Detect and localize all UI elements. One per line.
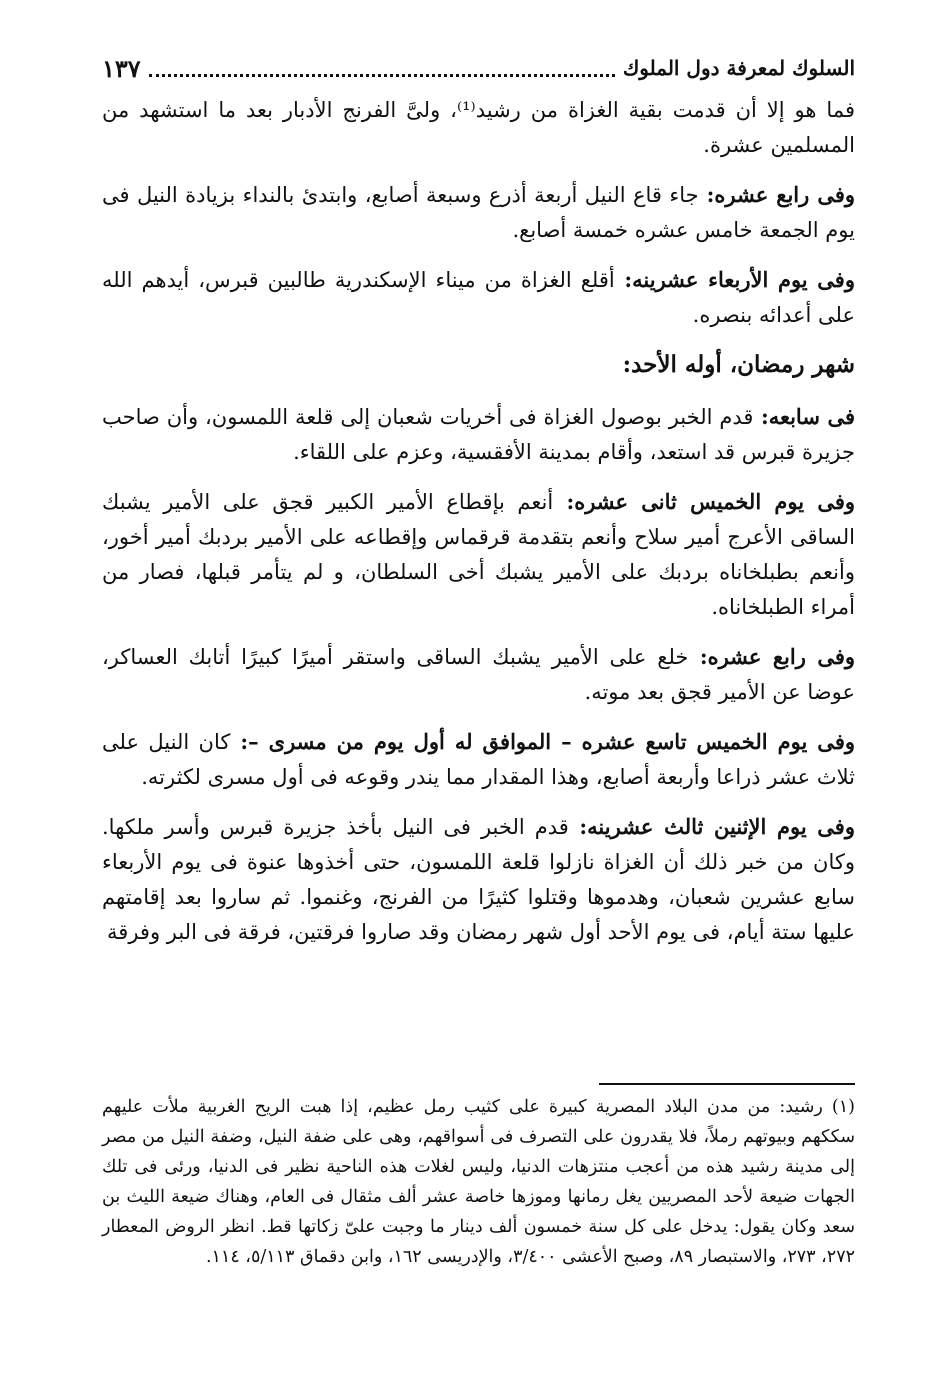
paragraph-lead: وفى يوم الإثنين ثالث عشرينه: bbox=[568, 814, 855, 839]
paragraph-lead: وفى يوم الخميس ثانى عشره: bbox=[553, 489, 856, 514]
page-header bbox=[102, 48, 855, 88]
section-heading: شهر رمضان، أوله الأحد: bbox=[622, 351, 855, 378]
paragraph bbox=[102, 809, 855, 950]
main-text bbox=[102, 92, 855, 964]
paragraph bbox=[102, 724, 855, 795]
footnote: (١) رشيد: من مدن البلاد المصرية كبيرة على كثيب رمل عظيم، إذا هبت الريح الغربية ملأت عليهم سككهم وبيوتهم رملاً، فلا يقدرون على التصرف فى أسواقهم، وهى على ضفة النيل، وضفة النيل من مصر إلى مدينة رشيد هذه من أعجب منتزهات الدنيا، وليس لغلات هذه الناحية نظير فى الدنيا، ورئى فى تلك الجهات ضيعة لأحد المصريين يغل رمانها وموزها خاصة عشر ألف مثقال فى العام، وهناك ضيعة الليث بن سعد وكان يقول: يدخل على كل سنة خمسون ألف دينار ما وجبت علىّ زكاتها قط. انظر الروض المعطار ٢٧٢، ٢٧٣، والاستبصار ٨٩، وصبح الأعشى ٣/٤٠٠، والإدريسى ١٦٢، وابن دقماق ٥/١١٣، ١١٤. bbox=[102, 1097, 855, 1267]
header-dot-leader bbox=[149, 60, 615, 77]
paragraph bbox=[102, 484, 855, 625]
paragraph-lead: وفى يوم الخميس تاسع عشره – الموافق له أول يوم من مسرى –: bbox=[230, 729, 855, 754]
paragraph-text: قدم الخبر بوصول الغزاة فى أخريات شعبان إلى قلعة اللمسون، وأن صاحب جزيرة قبرس قد استعد، وأقام بمدينة الأفقسية، وعزم على اللقاء. bbox=[102, 405, 855, 464]
paragraph-text: فما هو إلا أن قدمت بقية الغزاة من رشيد⁽¹⁾، ولىَّ الفرنج الأدبار بعد ما استشهد من المسلمين عشرة. bbox=[102, 98, 855, 157]
paragraph-text: كان النيل على ثلاث عشر ذراعا وأربعة أصابع، وهذا المقدار مما يندر وقوعه فى أول مسرى لكثرته. bbox=[102, 730, 855, 789]
paragraph-text: خلع على الأمير يشبك الساقى واستقر أميرًا كبيرًا أتابك العساكر، عوضا عن الأمير قجق بعد موته. bbox=[102, 645, 855, 704]
paragraph bbox=[102, 262, 855, 333]
footnotes bbox=[102, 1092, 855, 1272]
paragraph bbox=[102, 399, 855, 470]
paragraph-text: أنعم بإقطاع الأمير الكبير قجق على الأمير يشبك الساقى الأعرج أمير سلاح وأنعم بتقدمة قرقماس وإقطاعه على الأمير بردبك أمير أخور، وأنعم بطبلخاناه بردبك على الأمير يشبك أخى السلطان، و لم يتأمر قبلها، فصار من أمراء الطبلخاناه. bbox=[102, 490, 855, 619]
paragraph-lead: فى سابعه: bbox=[753, 404, 856, 429]
footnote-separator bbox=[599, 1083, 855, 1085]
paragraph-text: جاء قاع النيل أربعة أذرع وسبعة أصابع، وابتدئ بالنداء بزيادة النيل فى يوم الجمعة خامس عشره خمسة أصابع. bbox=[102, 183, 855, 242]
paragraph-lead: وفى يوم الأربعاء عشرينه: bbox=[614, 267, 855, 292]
running-title: السلوك لمعرفة دول الملوك bbox=[622, 56, 855, 80]
paragraph-text: أقلع الغزاة من ميناء الإسكندرية طالبين قبرس، أيدهم الله على أعدائه بنصره. bbox=[102, 268, 855, 327]
paragraph bbox=[102, 639, 855, 710]
paragraph bbox=[102, 177, 855, 248]
paragraph-lead: وفى رابع عشره: bbox=[698, 182, 855, 207]
page-number: ١٣٧ bbox=[102, 53, 141, 83]
paragraph-lead: وفى رابع عشره: bbox=[688, 644, 855, 669]
paragraph-text: قدم الخبر فى النيل بأخذ جزيرة قبرس وأسر ملكها. وكان من خبر ذلك أن الغزاة نازلوا قلعة اللمسون، حتى أخذوها عنوة فى يوم الأربعاء سابع عشرين شعبان، وهدموها وقتلوا كثيرًا من الفرنج، وغنموا. ثم ساروا بعد إقامتهم عليها ستة أيام، فى يوم الأحد أول شهر رمضان وقد صاروا فرقتين، فرقة فى البر وفرقة bbox=[102, 815, 855, 944]
paragraph bbox=[102, 92, 855, 163]
